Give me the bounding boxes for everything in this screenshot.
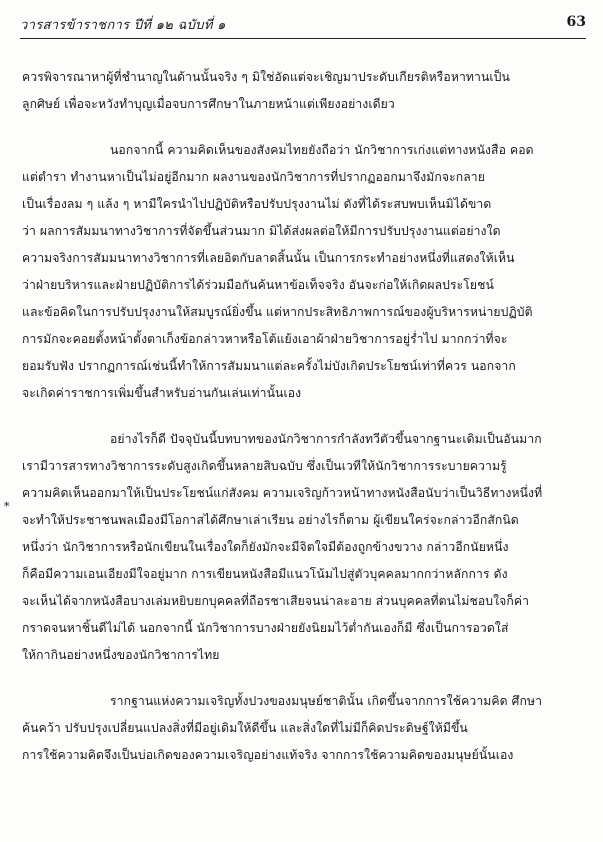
body-text — [22, 64, 582, 769]
text-line: จะเห็นได้จากหนังสือบางเล่มหยิบยกบุคคลที่ถือรชาเสียจนน่าละอาย ส่วนบุคคลที่ตนไม่ชอบใจก็ค่า — [22, 594, 530, 608]
text-line: นอกจากนี้ ความคิดเห็นของสังคมไทยยังถือว่า นักวิชาการเก่งแต่ทางหนังสือ คอด — [110, 143, 534, 157]
text-line: ยอมรับฟัง ปรากฏการณ์เช่นนี้ทำให้การสัมมนาแต่ละครั้งไม่บังเกิดประโยชน์เท่าที่ควร นอกจาก — [22, 359, 516, 373]
text-line: เรามีวารสารทางวิชาการระดับสูงเกิดขึ้นหลายสิบฉบับ ซึ่งเป็นเวทีให้นักวิชาการระบายความรู้ — [22, 459, 507, 473]
text-line: หนึ่งว่า นักวิชาการหรือนักเขียนในเรื่องใดก็ยังมักจะมีจิตใจมีต้องถูกข้างขวาง กล่าวอีกนัยหนึ่ง — [22, 540, 509, 554]
text-line: ให้กากินอย่างหนึ่งของนักวิชาการไทย — [22, 648, 220, 662]
text-line: ก็คือมีความเอนเอียงมีใจอยู่มาก การเขียนหนังสือมีแนวโน้มไปสู่ตัวบุคคลมากกว่าหลักการ ดัง — [22, 567, 508, 581]
text-line: และข้อคิดในการปรับปรุงงานให้สมบูรณ์ยิ่งขึ้น แต่หากประสิทธิภาพการณ์ของผู้บริหารหน่ายปฏิบัติ — [22, 305, 533, 319]
running-header — [20, 12, 586, 39]
text-line: จะเกิดค่าราชการเพิ่มขึ้นสำหรับอ่านกันเล่นเท่านั้นเอง — [22, 386, 302, 400]
text-line: กราดจนหาชิ้นดีไม่ได้ นอกจากนี้ นักวิชาการบางฝ่ายยังนิยมไว้ต่ำกันเองก็มี ซึ่งเป็นการอวดใส่ — [22, 621, 509, 635]
text-line: ความจริงการสัมมนาทางวิชาการที่เลยอิตกับลาดสิ้นนั้น เป็นการกระทำอย่างหนึ่งที่แสดงให้เห็น — [22, 251, 515, 265]
margin-mark: * — [4, 500, 10, 513]
text-line: จะทำให้ประชาชนพลเมืองมีโอกาสได้ศึกษาเล่าเรียน อย่างไรก็ตาม ผู้เขียนใคร่จะกล่าวอีกสักนิด — [22, 513, 519, 527]
text-line: ควรพิจารณาหาผู้ที่ชำนาญในด้านนั้นจริง ๆ มิใช่อัดแต่จะเชิญมาประดับเกียรติหรือหาทานเป็น — [22, 70, 510, 84]
text-line: ความคิดเห็นออกมาให้เป็นประโยชน์แก่สังคม ความเจริญก้าวหน้าทางหนังสือนับว่าเป็นวิธีทางหนึ่งที่ — [22, 486, 543, 500]
text-line: ค้นคว้า ปรับปรุงเปลี่ยนแปลงสิ่งที่มีอยู่เดิมให้ดีขึ้น และสิ่งใดที่ไม่มีก็คิดประดิษฐ์ให้มีขึ้น — [22, 721, 468, 735]
text-line: ลูกศิษย์ เพื่อจะหวังทำบุญเมื่อจบการศึกษาในภายหน้าแต่เพียงอย่างเดียว — [22, 97, 395, 111]
text-line: เป็นเรื่องลม ๆ แล้ง ๆ หามีใครนำไปปฏิบัติหรือปรับปรุงงานไม่ ดังที่ได้ระสบพบเห็นมิได้ขาด — [22, 197, 492, 211]
text-line: ว่า ผลการสัมมนาทางวิชาการที่จัดขึ้นส่วนมาก มิได้ส่งผลต่อให้มีการปรับปรุงงานแต่อย่างใด — [22, 224, 501, 238]
text-line: การใช้ความคิดจึงเป็นบ่อเกิดของความเจริญอย่างแท้จริง จากการใช้ความคิดของมนุษย์นั้นเอง — [22, 748, 514, 762]
paragraph — [22, 64, 582, 118]
paragraph — [22, 688, 582, 769]
text-line: รากฐานแห่งความเจริญทั้งปวงของมนุษย์ชาตินั้น เกิดขึ้นจากการใช้ความคิด ศึกษา — [110, 694, 543, 708]
text-line: การมักจะคอยตั้งหน้าตั้งตาเก็งข้อกล่าวหาหรือโต้แย้งเอาผ้าฝ่ายวิชาการอยู่ร่ำไป มากกว่าที่จะ — [22, 332, 508, 346]
paragraph — [22, 137, 582, 407]
text-line: ว่าฝ่ายบริหารและฝ่ายปฏิบัติการได้ร่วมมือกันค้นหาข้อเท็จจริง อันจะก่อให้เกิดผลประโยชน์ — [22, 278, 494, 292]
paragraph — [22, 426, 582, 669]
text-line: แต่ตำรา ทำงานหาเป็นไม่อยู่อีกมาก ผลงานของนักวิชาการที่ปรากฏออกมาจึงมักจะกลาย — [22, 170, 485, 184]
text-line: อย่างไรก็ดี ปัจจุบันนี้บทบาทของนักวิชาการกำลังทวีตัวขึ้นจากฐานะเดิมเป็นอันมาก — [110, 432, 542, 446]
page-number: 63 — [566, 14, 586, 30]
journal-title: วารสารข้าราชการ ปีที่ ๑๒ ฉบับที่ ๑ — [20, 18, 226, 33]
